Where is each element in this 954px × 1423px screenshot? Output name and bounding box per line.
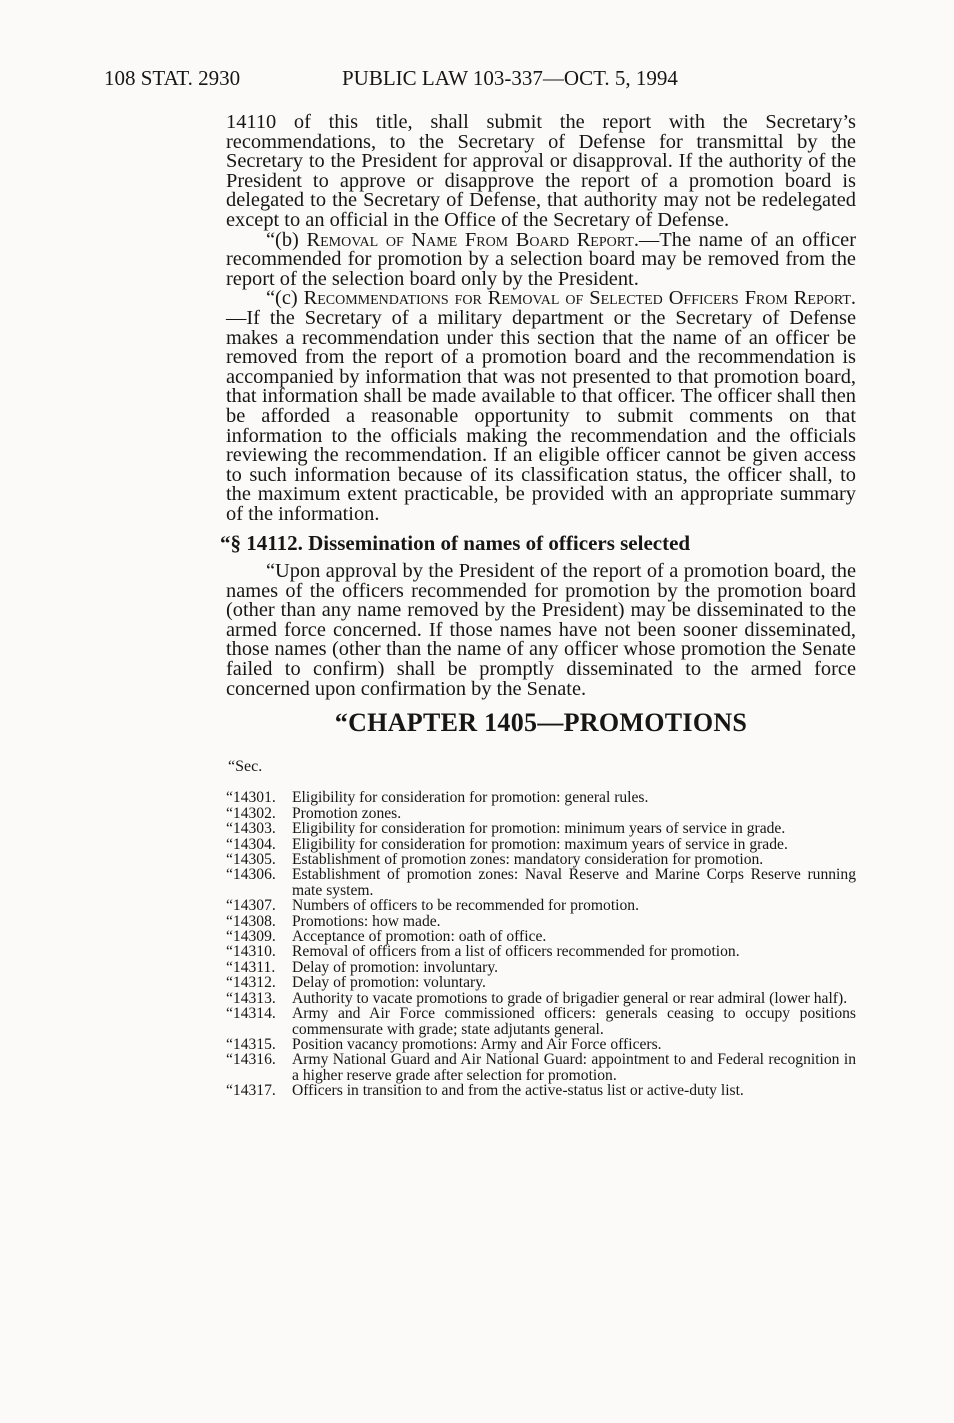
toc-entry-number: “14316. [226,1051,276,1069]
paragraph-continuation: 14110 of this title, shall submit the report with the Secretary’s recommendations, to the Secretary of Defense for transmittal by the Secretary to the President for approval or disapproval. If the authority of the President to approve or disapprove the report of a promotion board is delegated to the Secretary of Defense, that authority may not be redelegated except to an official in the Office of the Secretary of Defense. [226,111,856,231]
toc-entry [226,898,856,913]
toc-entry-number: “14308. [226,912,276,930]
subsection-b-heading: Removal of Name From Board Report [306,228,634,251]
toc-entry-title: Officers in transition to and from the active-status list or active-duty list. [292,1082,744,1100]
toc-entry [226,806,856,821]
toc-entry-title: Delay of promotion: involuntary. [292,958,499,976]
chapter-title: “CHAPTER 1405—PROMOTIONS [334,708,748,738]
toc-entry-number: “14315. [226,1035,276,1053]
toc-entry [226,991,856,1006]
subsection-c-heading: Recommendations for Removal of Selected Officers From Report [303,287,851,310]
section-14112-text: “Upon approval by the President of the report of a promotion board, the names of the officers recommended for promotion by the promotion board (other than any name removed by the President) may be disseminated to the armed force concerned. If those names have not been sooner disseminated, those names (other than the name of any officer whose promotion the Senate failed to confirm) shall be promptly disseminated to the armed force concerned upon confirmation by the Senate. [226,560,856,700]
table-of-contents [226,790,856,1098]
toc-entry-title: Eligibility for consideration for promotion: general rules. [292,789,649,807]
toc-entry [226,837,856,852]
stat-page-number: 108 STAT. 2930 [104,66,241,90]
toc-entry-number: “14311. [226,958,276,976]
toc-entry-number: “14313. [226,989,276,1007]
subsection-c [226,289,856,524]
toc-entry-number: “14312. [226,974,276,992]
toc-entry-number: “14306. [226,866,276,884]
subsection-b [226,228,856,290]
toc-entry [226,1083,856,1098]
toc-entry [226,867,856,898]
toc-entry-title: Promotion zones. [292,804,402,822]
toc-entry [226,852,856,867]
toc-entry-title: Removal of officers from a list of officers recommended for promotion. [292,943,740,961]
toc-entry-title: Numbers of officers to be recommended for promotion. [292,897,640,915]
toc-entry-title: Army National Guard and Air National Guard: appointment to and Federal recognition in a higher reserve grade after selection for promotion. [292,1051,856,1084]
toc-entry-number: “14304. [226,835,276,853]
toc-entry-title: Promotions: how made. [292,912,441,930]
document-body [220,111,856,1100]
toc-entry-number: “14309. [226,928,276,946]
toc-entry-title: Acceptance of promotion: oath of office. [292,928,547,946]
toc-entry [226,1052,856,1083]
toc-entry-number: “14307. [226,897,276,915]
toc-entry-number: “14303. [226,820,276,838]
subsection-b-text: .—The name of an officer recommended for promotion by a selection board may be removed from the report of the selection board only by the President. [226,228,856,290]
section-14112-heading: “§ 14112. Dissemination of names of officers selected [220,531,691,556]
toc-entry-title: Establishment of promotion zones: Naval Reserve and Marine Corps Reserve running mate system. [292,866,856,899]
toc-entry-title: Delay of promotion: voluntary. [292,974,486,992]
subsection-c-prefix: “(c) [266,287,304,310]
toc-entry-number: “14317. [226,1082,276,1100]
toc-entry-title: Army and Air Force commissioned officers: generals ceasing to occupy positions commensurate with grade; state adjutants general. [292,1005,856,1038]
toc-entry [226,944,856,959]
toc-entry [226,1037,856,1052]
subsection-b-prefix: “(b) [266,228,307,251]
toc-entry [226,790,856,805]
toc-sec-label: “Sec. [228,757,263,775]
toc-entry-number: “14310. [226,943,276,961]
toc-entry-title: Position vacancy promotions: Army and Air Force officers. [292,1035,662,1053]
toc-entry [226,821,856,836]
toc-entry-number: “14314. [226,1005,276,1023]
toc-entry-title: Eligibility for consideration for promotion: maximum years of service in grade. [292,835,788,853]
toc-entry-title: Authority to vacate promotions to grade of brigadier general or rear admiral (lower half). [292,989,848,1007]
toc-entry [226,1006,856,1037]
toc-entry-number: “14301. [226,789,276,807]
toc-entry-title: Establishment of promotion zones: mandatory consideration for promotion. [292,851,764,869]
toc-entry [226,914,856,929]
subsection-c-text: .—If the Secretary of a military department or the Secretary of Defense makes a recommendation under this section that the name of an officer be removed from the report of a promotion board and the recommendation is accompanied by information that was not presented to that promotion board, that information shall be made available to that officer. The officer shall then be afforded a reasonable opportunity to submit comments on that information to the officials making the recommendation and the officials reviewing the recommendation. If an eligible officer cannot be given access to such information because of its classification status, the officer shall, to the maximum extent practicable, be provided with an appropriate summary of the information. [226,287,856,525]
toc-entry-number: “14302. [226,804,276,822]
public-law-citation: PUBLIC LAW 103-337—OCT. 5, 1994 [342,66,678,90]
toc-entry-number: “14305. [226,851,276,869]
toc-entry [226,960,856,975]
toc-entry [226,929,856,944]
toc-entry [226,975,856,990]
toc-entry-title: Eligibility for consideration for promotion: minimum years of service in grade. [292,820,786,838]
